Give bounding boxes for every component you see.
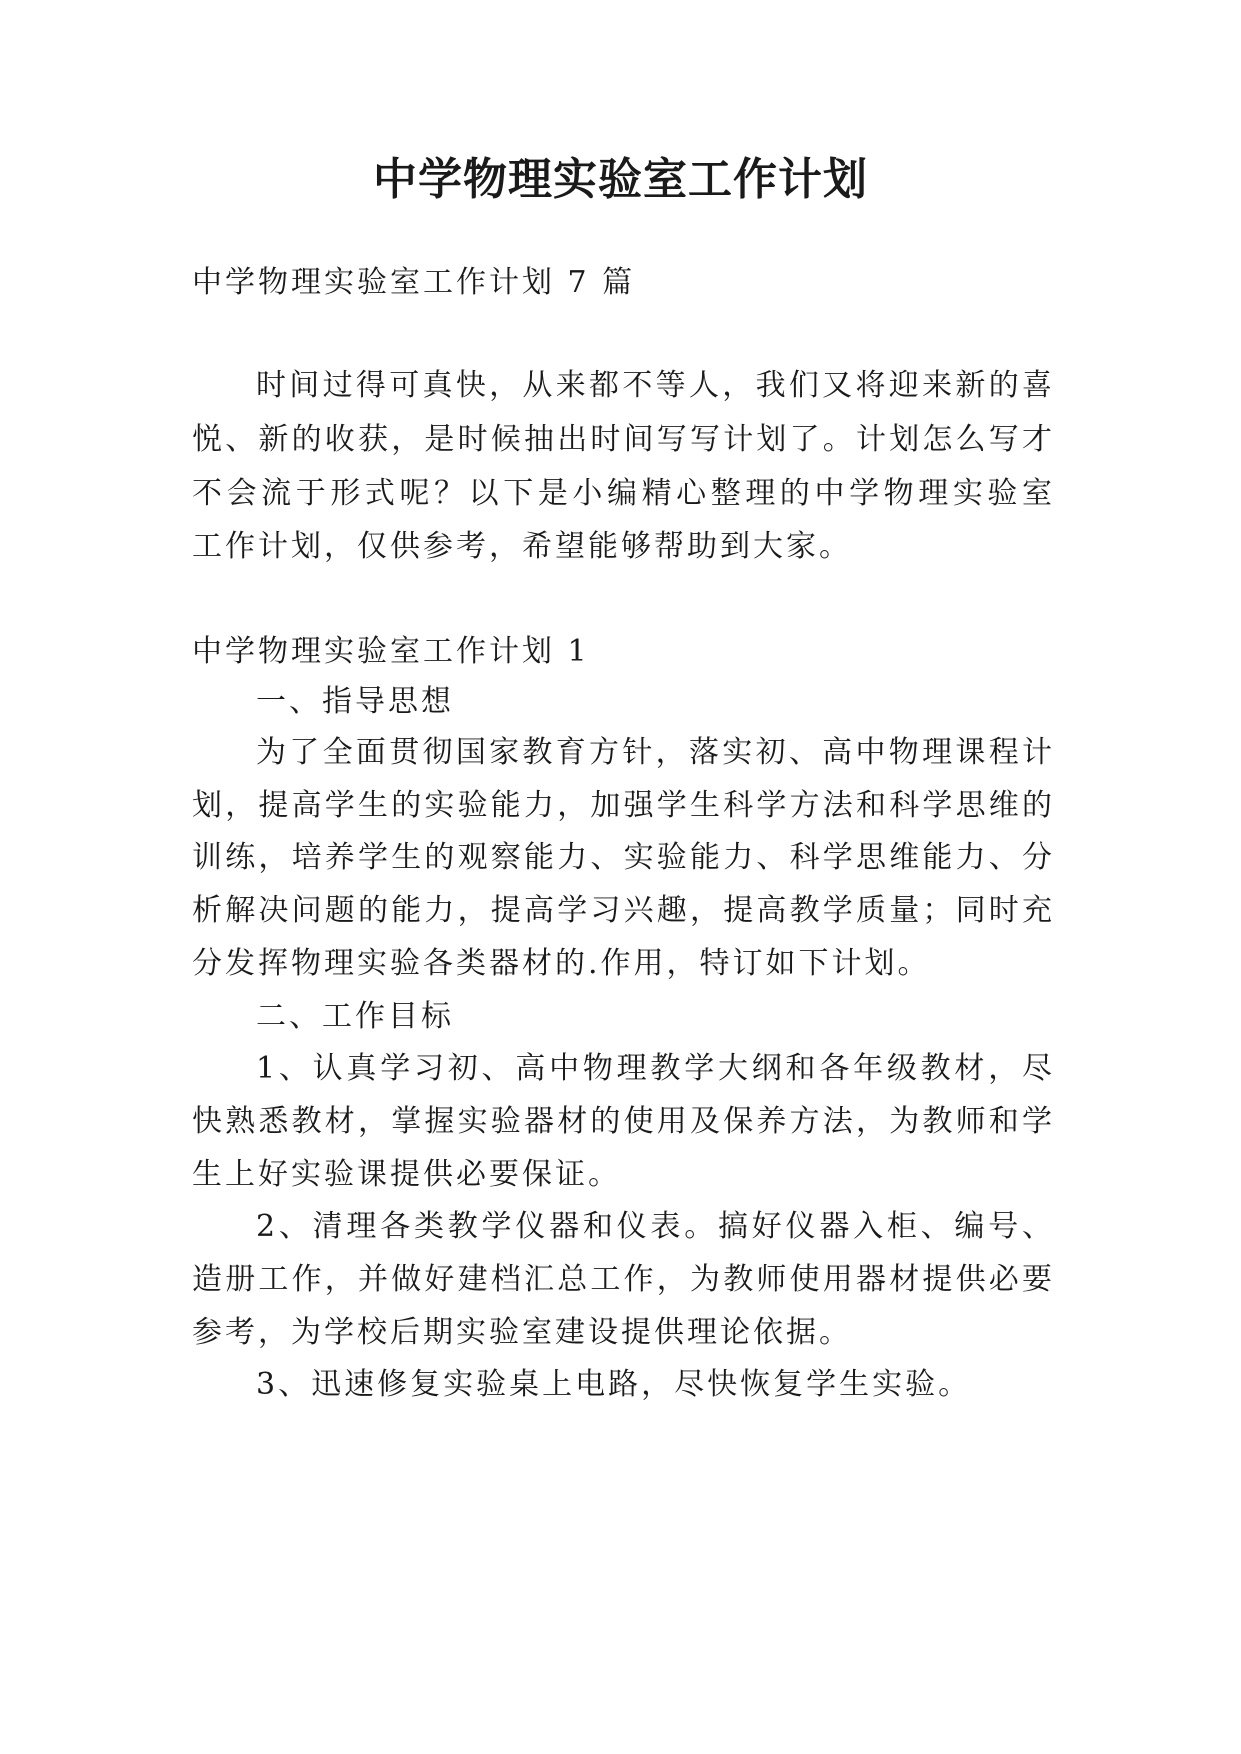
text-line: 划，提高学生的实验能力，加强学生科学方法和科学思维的 bbox=[192, 788, 1052, 823]
text-line: 快熟悉教材，掌握实验器材的使用及保养方法，为教师和学 bbox=[192, 1104, 1052, 1139]
text-line: 生上好实验课提供必要保证。 bbox=[192, 1157, 621, 1192]
document-title: 中学物理实验室工作计划 bbox=[373, 154, 868, 205]
text-line: 3、迅速修复实验桌上电路，尽快恢复学生实验。 bbox=[256, 1367, 972, 1402]
text-line: 参考，为学校后期实验室建设提供理论依据。 bbox=[192, 1315, 852, 1350]
text-line: 工作计划，仅供参考，希望能够帮助到大家。 bbox=[192, 529, 852, 564]
section-heading: 中学物理实验室工作计划 1 bbox=[192, 634, 590, 669]
text-line: 训练，培养学生的观察能力、实验能力、科学思维能力、分 bbox=[192, 840, 1052, 875]
text-line: 1、认真学习初、高中物理教学大纲和各年级教材，尽 bbox=[256, 1051, 1052, 1086]
sub-heading: 一、指导思想 bbox=[256, 684, 454, 719]
text-line: 不会流于形式呢？以下是小编精心整理的中学物理实验室 bbox=[192, 476, 1052, 511]
text-line: 为了全面贯彻国家教育方针，落实初、高中物理课程计 bbox=[256, 735, 1052, 770]
sub-heading: 二、工作目标 bbox=[256, 999, 454, 1034]
subtitle-line: 中学物理实验室工作计划 7 篇 bbox=[192, 265, 636, 300]
text-line: 时间过得可真快，从来都不等人，我们又将迎来新的喜 bbox=[256, 368, 1052, 403]
text-line: 悦、新的收获，是时候抽出时间写写计划了。计划怎么写才 bbox=[192, 422, 1052, 457]
text-line: 造册工作，并做好建档汇总工作，为教师使用器材提供必要 bbox=[192, 1262, 1052, 1297]
text-line: 分发挥物理实验各类器材的.作用，特订如下计划。 bbox=[192, 946, 931, 981]
text-line: 析解决问题的能力，提高学习兴趣，提高教学质量；同时充 bbox=[192, 893, 1052, 928]
text-line: 2、清理各类教学仪器和仪表。搞好仪器入柜、编号、 bbox=[256, 1209, 1052, 1244]
